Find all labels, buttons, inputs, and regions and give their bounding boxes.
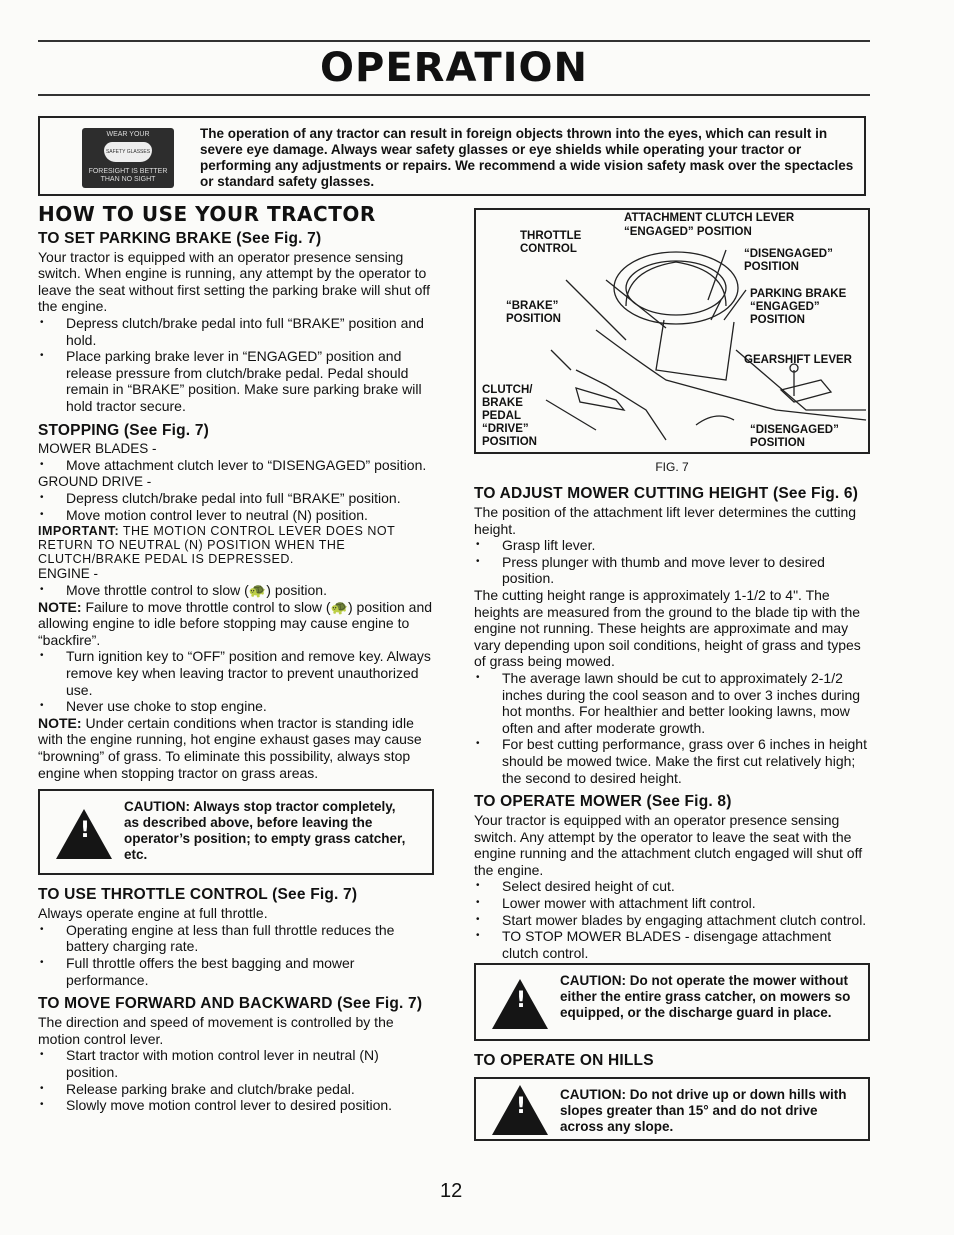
stopping-title: STOPPING (See Fig. 7) [38, 421, 210, 439]
label-parking-brake: PARKING BRAKE “ENGAGED” POSITION [750, 288, 847, 326]
list-item: • Press plunger with thumb and move lever to desired position. [474, 554, 870, 587]
label-gearshift: GEARSHIFT LEVER [744, 354, 852, 366]
list-item: • Place parking brake lever in “ENGAGED” position and release pressure from clutch/brake pedal. Pedal should remain in “BRAKE” position. Make sure parking brake will hold tractor secure. [38, 348, 434, 414]
caution-hills: ! CAUTION: Do not drive up or down hills with slopes greater than 15° and do not drive across any slope. [474, 1077, 870, 1141]
section-heading: HOW TO USE YOUR TRACTOR [38, 202, 376, 226]
list-item: • Start tractor with motion control lever in neutral (N) position. [38, 1047, 434, 1080]
important-note: IMPORTANT: THE MOTION CONTROL LEVER DOES NOT RETURN TO NEUTRAL (N) POSITION WHEN THE CLUTCH/BRAKE PEDAL IS DEPRESSED. [38, 523, 395, 566]
warning-triangle-icon: ! [492, 979, 548, 1029]
list-item: • Select desired height of cut. [474, 878, 870, 895]
hills-title: TO OPERATE ON HILLS [474, 1052, 654, 1070]
warning-triangle-icon: ! [492, 1085, 548, 1135]
list-item: • Operating engine at less than full throttle reduces the battery charging rate. [38, 922, 434, 955]
title-rule [38, 94, 870, 96]
parking-brake-list [38, 315, 434, 415]
cutting-height-title: TO ADJUST MOWER CUTTING HEIGHT (See Fig. 6) [474, 485, 859, 502]
operate-mower-title: TO OPERATE MOWER (See Fig. 8) [474, 793, 732, 811]
list-item: • Depress clutch/brake pedal into full “BRAKE” position. [38, 490, 434, 507]
label-disengaged-1: “DISENGAGED” POSITION [744, 248, 833, 273]
parking-brake-intro: Your tractor is equipped with an operator presence sensing switch. When engine is running, any attempt by the operator to leave the seat without first setting the parking brake will shut off the engine. [38, 248, 430, 315]
list-item: • Full throttle offers the best bagging and mower performance. [38, 955, 434, 988]
list-item: • Move throttle control to slow (🐢) position. [38, 582, 434, 599]
right-column: TO ADJUST MOWER CUTTING HEIGHT (See Fig. 6) The position of the attachment lift lever determines the cutting height. • Grasp lift lever. • Press plunger with thumb and move lever to desired position. The cutting height range is approximately 1-1/2 to 4". The heights are measured from the ground to the blade tip with the engine not running. These heights are approximate and may vary depending upon soil conditions, height of grass and types of grass being mowed. • The average lawn should be cut to approximately 2-1/2 inches during the cool season and to over 3 inches during hot months. For healthier and better looking lawns, mow often and after moderate growth. • For best cutting performance, grass over 6 inches in height should be mowed twice. Make the first cut relatively high; the second to desired height. TO OPERATE MOWER (See Fig. 8) Your tractor is equipped with an operator presence sensing switch. Any attempt by the operator to leave the seat with the engine running and the attachment clutch engaged will shut off the engine. • Select desired height of cut. • Lower mower with attachment lift control. • Start mower blades by engaging attachment clutch control. • TO STOP MOWER BLADES - disengage attachment clutch control. ! CAUTION: Do not operate the mower without either the entire grass catcher, on mowers so equipped, or the discharge guard in place. TO OPERATE ON HILLS ! CAUTION: Do not drive up or down hills with slopes greater than 15° and do not drive across any slope. [474, 484, 870, 1151]
label-throttle: THROTTLE CONTROL [520, 230, 582, 255]
list-item: • Turn ignition key to “OFF” position and remove key. Always remove key when leaving tractor to prevent unauthorized use. [38, 648, 434, 698]
left-column: HOW TO USE YOUR TRACTOR TO SET PARKING BRAKE (See Fig. 7) Your tractor is equipped with an operator presence sensing switch. When engine is running, any attempt by the operator to leave the seat without first setting the parking brake will shut off the engine. • Depress clutch/brake pedal into full “BRAKE” position and hold. • Place parking brake lever in “ENGAGED” position and release pressure from clutch/brake pedal. Pedal should remain in “BRAKE” position. Make sure parking brake will hold tractor secure. STOPPING (See Fig. 7) MOWER BLADES - • Move attachment clutch lever to “DISENGAGED” position. GROUND DRIVE - • Depress clutch/brake pedal into full “BRAKE” position. • Move motion control lever to neutral (N) position. IMPORTANT: THE MOTION CONTROL LEVER DOES NOT RETURN TO NEUTRAL (N) POSITION WHEN THE CLUTCH/BRAKE PEDAL IS DEPRESSED. ENGINE - • Move throttle control to slow (🐢) position. NOTE: Failure to move throttle control to slow (🐢) position and allowing engine to idle before stopping may cause engine to “backfire”. • Turn ignition key to “OFF” position and remove key. Always remove key when leaving tractor to prevent unauthorized use. • Never use choke to stop engine. NOTE: Under certain conditions when tractor is standing idle with the engine running, hot engine exhaust gases may cause “browning” of grass. To eliminate this possibility, always stop engine when stopping tractor on grass areas. ! CAUTION: Always stop tractor completely, as described above, before leaving the operator’s position; to empty grass catcher, etc. TO USE THROTTLE CONTROL (See Fig. 7) Always operate engine at full throttle. • Operating engine at less than full throttle reduces the battery charging rate. • Full throttle offers the best bagging and mower performance. TO MOVE FORWARD AND BACKWARD (See Fig. 7) The direction and speed of movement is controlled by the motion control lever. • Start tractor with motion control lever in neutral (N) position. • Release parking brake and clutch/brake pedal. • Slowly move motion control lever to desired position. [38, 206, 434, 1114]
page-number: 12 [440, 1180, 463, 1202]
note-backfire: NOTE: Failure to move throttle control to slow (🐢) position and allowing engine to idle before stopping may cause engine to “backfire”. [38, 598, 433, 648]
label-attachment-clutch: ATTACHMENT CLUTCH LEVER [624, 212, 795, 224]
caution-grass-catcher: ! CAUTION: Do not operate the mower without either the entire grass catcher, on mowers so equipped, or the discharge guard in place. [474, 963, 870, 1041]
list-item: • Lower mower with attachment lift control. [474, 895, 870, 912]
caution-stop-tractor: ! CAUTION: Always stop tractor completely, as described above, before leaving the operator’s position; to empty grass catcher, etc. [38, 789, 434, 875]
note-browning: NOTE: Under certain conditions when tractor is standing idle with the engine running, hot engine exhaust gases may cause “browning” of grass. To eliminate this possibility, always stop engine when stopping tractor on grass areas. [38, 714, 422, 781]
list-item: • Depress clutch/brake pedal into full “BRAKE” position and hold. [38, 315, 434, 348]
list-item: • Grasp lift lever. [474, 537, 870, 554]
top-rule [38, 40, 870, 42]
engine-label: ENGINE - [38, 565, 99, 581]
label-brake-position: “BRAKE” POSITION [506, 300, 561, 325]
warning-triangle-icon: ! [56, 809, 112, 859]
label-clutch-pedal: CLUTCH/ BRAKE PEDAL “DRIVE” POSITION [482, 384, 537, 448]
cutting-height-paragraph: The cutting height range is approximately 1-1/2 to 4". The heights are measured from the ground to the blade tip with the engine not running. These heights are approximate and may vary depending upon soil conditions, height of grass and types of grass being mowed. [474, 586, 861, 670]
throttle-title: TO USE THROTTLE CONTROL (See Fig. 7) [38, 886, 358, 904]
list-item: • Slowly move motion control lever to desired position. [38, 1097, 434, 1114]
label-disengaged-2: “DISENGAGED” POSITION [750, 424, 839, 449]
figure-caption: FIG. 7 [655, 460, 689, 474]
label-engaged: “ENGAGED” POSITION [624, 226, 752, 238]
ground-drive-label: GROUND DRIVE - [38, 473, 152, 489]
parking-brake-title: TO SET PARKING BRAKE (See Fig. 7) [38, 229, 322, 247]
forward-backward-title: TO MOVE FORWARD AND BACKWARD (See Fig. 7) [38, 995, 423, 1013]
page-title: OPERATION [320, 45, 588, 91]
list-item: • Move attachment clutch lever to “DISENGAGED” position. [38, 457, 434, 474]
mower-blades-label: MOWER BLADES - [38, 440, 157, 456]
list-item: • Never use choke to stop engine. [38, 698, 434, 715]
list-item: • Release parking brake and clutch/brake pedal. [38, 1081, 434, 1098]
list-item: • For best cutting performance, grass over 6 inches in height should be mowed twice. Make the first cut relatively high; the second to desired height. [474, 736, 870, 786]
list-item: • Move motion control lever to neutral (N) position. [38, 507, 434, 524]
figure-7 [474, 208, 870, 454]
list-item: • The average lawn should be cut to approximately 2-1/2 inches during the cool season and to over 3 inches during hot months. For healthier and better looking lawns, mow often and after moderate growth. [474, 670, 870, 736]
list-item: • TO STOP MOWER BLADES - disengage attachment clutch control. [474, 928, 870, 961]
safety-glasses-icon: WEAR YOUR SAFETY GLASSES FORESIGHT IS BETTER THAN NO SIGHT [82, 128, 174, 188]
safety-glasses-warning [38, 116, 866, 196]
list-item: • Start mower blades by engaging attachment clutch control. [474, 912, 870, 929]
warning-text: The operation of any tractor can result in foreign objects thrown into the eyes, which can result in severe eye damage. Always wear safety glasses or eye shields while operating your tractor or performing any adjustments or repairs. We recommend a wide vision safety mask over the spectacles or standard safety glasses. [200, 126, 854, 189]
